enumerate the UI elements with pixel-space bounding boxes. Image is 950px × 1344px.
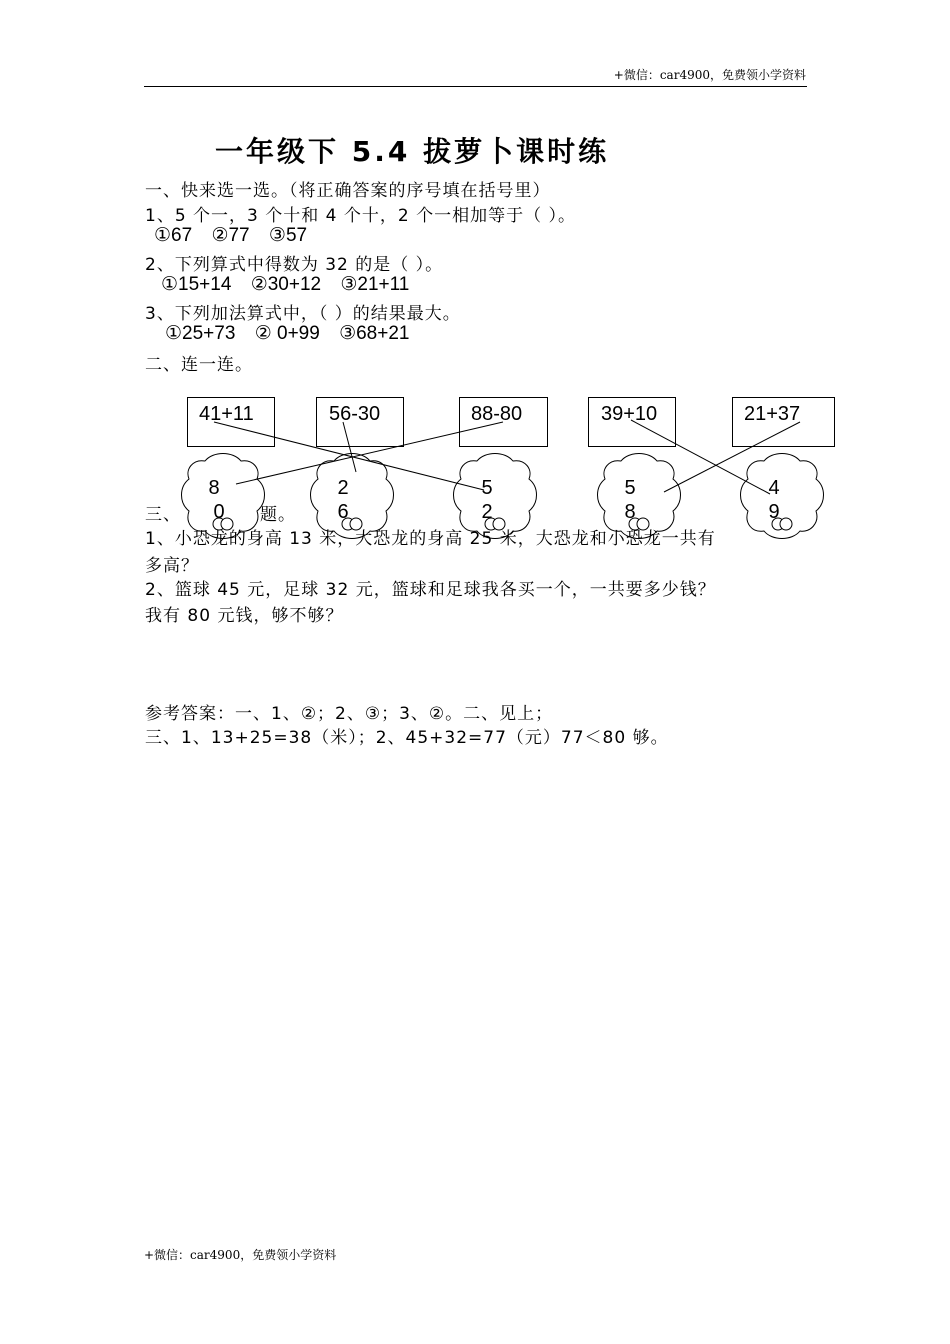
cloud-3-top: 5 <box>481 477 493 499</box>
section1-heading: 一、快来选一选。（将正确答案的序号填在括号里） <box>145 181 551 201</box>
s3-q1-line2: 多高？ <box>145 556 199 576</box>
q2-text: 2、下列算式中得数为 32 的是（ ）。 <box>145 255 444 275</box>
section2-heading: 二、连一连。 <box>145 355 253 375</box>
q1-option-3: ③57 <box>268 225 308 246</box>
q1-text: 1、5 个一，3 个十和 4 个十，2 个一相加等于（ ）。 <box>145 206 577 226</box>
q2-option-2: ②30+12 <box>250 274 322 295</box>
q1-option-2: ②77 <box>211 225 250 246</box>
cloud-5-bottom: 9 <box>768 501 780 523</box>
answers-line2: 三、1、13+25=38（米）；2、45+32=77（元）77＜80 够。 <box>145 728 669 748</box>
page-title: 一年级下 5.4 拔萝卜课时练 <box>215 135 610 168</box>
section3-heading-end: 题。 <box>260 505 296 525</box>
expr-label-2: 56-30 <box>329 403 381 425</box>
q2-option-3: ③21+11 <box>340 274 410 295</box>
cloud-2-top: 2 <box>337 477 349 499</box>
answers-line1: 参考答案：一、1、②；2、③；3、②。二、见上； <box>145 704 554 724</box>
expr-label-5: 21+37 <box>744 403 801 425</box>
q3-option-2: ② 0+99 <box>254 323 320 344</box>
s3-q1-line1: 1、小恐龙的身高 13 米，大恐龙的身高 25 米，大恐龙和小恐龙一共有 <box>145 529 716 549</box>
q2-option-1: ①15+14 <box>161 274 232 295</box>
cloud-4-bottom: 8 <box>624 501 636 523</box>
s3-q2-line1: 2、篮球 45 元，足球 32 元，篮球和足球我各买一个，一共要多少钱？ <box>145 580 716 600</box>
cloud-5-top: 4 <box>768 477 780 499</box>
section3-heading-start: 三、 <box>145 505 181 525</box>
cloud-1-top: 8 <box>208 477 220 499</box>
q3-option-3: ③68+21 <box>339 323 410 344</box>
cloud-1-bottom: 0 <box>213 501 225 523</box>
header-watermark: +微信：car4900，免费领小学资料 <box>613 68 806 82</box>
expr-label-1: 41+11 <box>199 403 254 425</box>
expr-label-3: 88-80 <box>471 403 523 425</box>
cloud-2-bottom: 6 <box>337 501 349 523</box>
footer-watermark: +微信：car4900，免费领小学资料 <box>144 1248 337 1262</box>
q1-option-1: ①67 <box>154 225 193 246</box>
cloud-3-bottom: 2 <box>481 501 493 523</box>
q3-text: 3、下列加法算式中，（ ）的结果最大。 <box>145 304 461 324</box>
s3-q2-line2: 我有 80 元钱，够不够？ <box>145 606 344 626</box>
q3-option-1: ①25+73 <box>165 323 236 344</box>
expr-label-4: 39+10 <box>601 403 658 425</box>
cloud-4-top: 5 <box>624 477 636 499</box>
